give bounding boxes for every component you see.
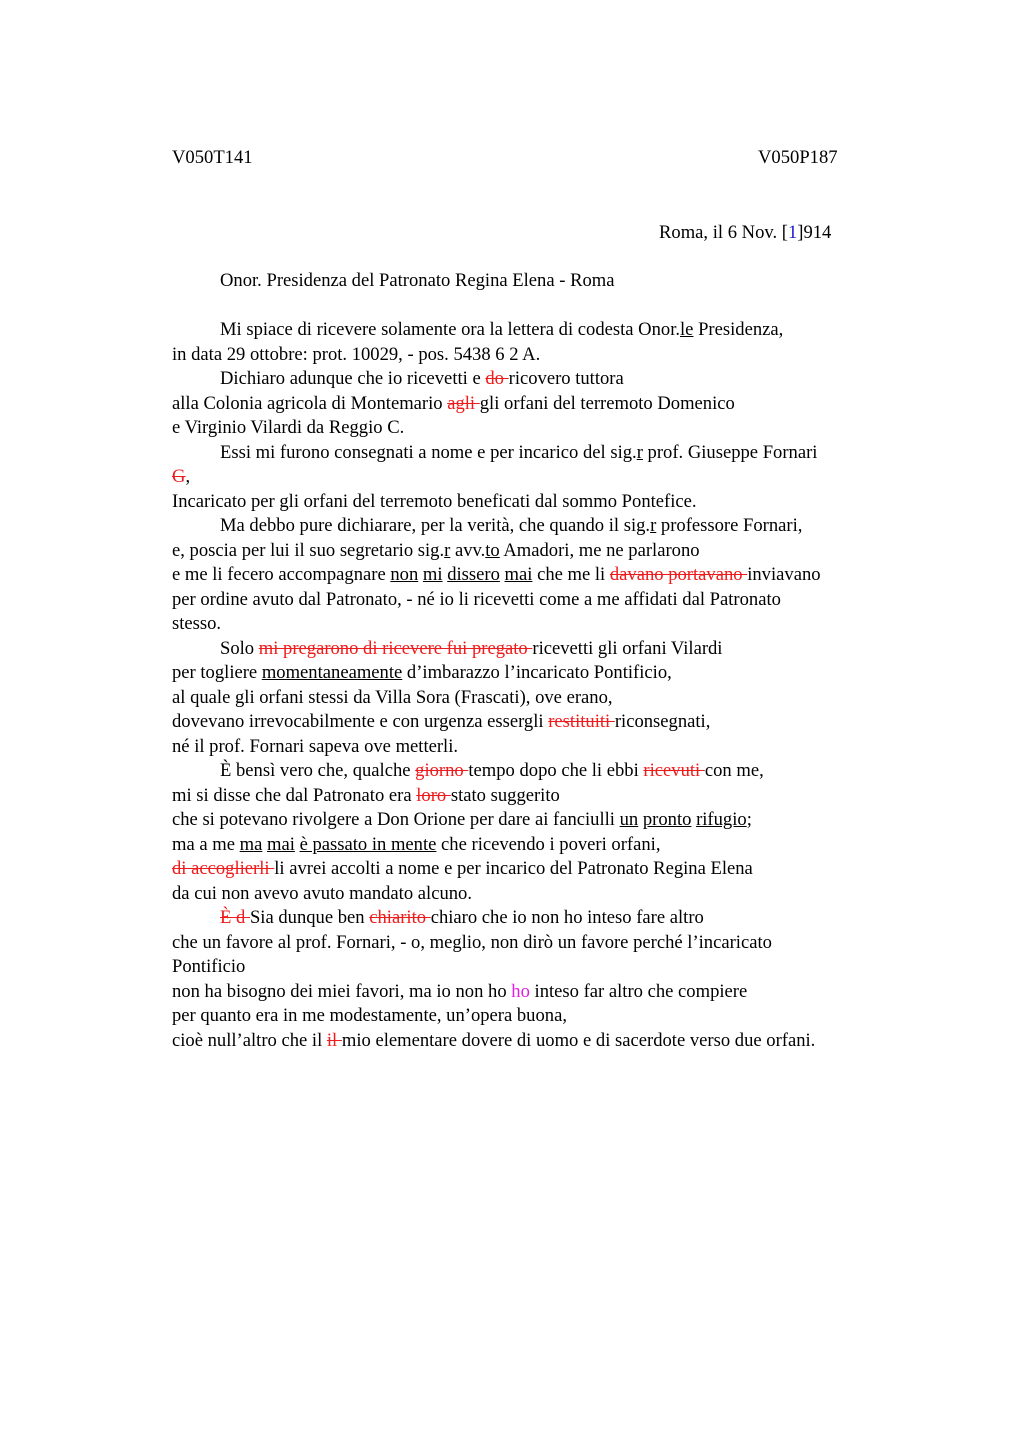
body-line: e, poscia per lui il suo segretario sig.r avv.to Amadori, me ne parlarono (172, 539, 700, 561)
body-line: in data 29 ottobre: prot. 10029, - pos. 5438 6 2 A. (172, 343, 541, 365)
underlined-text: mi (422, 564, 443, 585)
deleted-text: davano portavano (609, 564, 748, 585)
dateline (659, 222, 831, 244)
deleted-text: G (172, 466, 186, 487)
deleted-text: ricevuti (643, 760, 705, 781)
deleted-text: il (326, 1029, 342, 1051)
underlined-text: to (485, 539, 500, 561)
body-line: È d Sia dunque ben chiarito chiaro che io non ho inteso fare altro (220, 907, 704, 928)
body-line: da cui non avevo avuto mandato alcuno. (172, 882, 472, 904)
dateline-suffix: ]914 (797, 222, 832, 243)
underlined-text: dissero (447, 564, 500, 585)
body-line: stesso. (172, 613, 222, 634)
deleted-text: agli (447, 392, 480, 414)
body-line: di accoglierli li avrei accolti a nome e per incarico del Patronato Regina Elena (172, 858, 753, 879)
body-line: per ordine avuto dal Patronato, - né io li ricevetti come a me affidati dal Patronato (172, 588, 781, 610)
deleted-text: do (485, 368, 509, 389)
body-line: né il prof. Fornari sapeva ove metterli. (172, 735, 459, 757)
underlined-text: è passato in mente (299, 833, 437, 855)
document-code-left: V050T141 (172, 147, 253, 168)
letter-body (172, 318, 1012, 1053)
underlined-text: un (619, 809, 639, 830)
underlined-text: r (650, 515, 657, 536)
body-line: al quale gli orfani stessi da Villa Sora (Frascati), ove erano, (172, 686, 613, 708)
body-line: G, (172, 466, 191, 487)
body-line: Solo mi pregarono di ricevere fui pregato ricevetti gli orfani Vilardi (220, 637, 723, 659)
deleted-text: di accoglierli (172, 858, 275, 879)
body-line: Essi mi furono consegnati a nome e per incarico del sig.r prof. Giuseppe Fornari (220, 441, 818, 463)
underlined-text: pronto (642, 809, 692, 830)
underlined-text: mai (267, 833, 295, 855)
body-line: È bensì vero che, qualche giorno tempo dopo che li ebbi ricevuti con me, (220, 760, 764, 781)
underlined-text: r (444, 539, 451, 561)
body-line: dovevano irrevocabilmente e con urgenza essergli restituiti riconsegnati, (172, 711, 711, 732)
deleted-text: chiarito (369, 907, 431, 928)
deleted-text: È d (220, 907, 250, 928)
body-line: mi si disse che dal Patronato era loro stato suggerito (172, 784, 560, 806)
deleted-text: giorno (415, 760, 469, 781)
body-line: Mi spiace di ricevere solamente ora la lettera di codesta Onor.le Presidenza, (220, 319, 784, 340)
underlined-text: mai (504, 564, 533, 585)
body-line: Ma debbo pure dichiarare, per la verità, che quando il sig.r professore Fornari, (220, 515, 803, 536)
underlined-text: momentaneamente (261, 662, 403, 683)
deleted-text: restituiti (548, 711, 615, 732)
body-line: che un favore al prof. Fornari, - o, meglio, non dirò un favore perché l’incaricato (172, 931, 772, 953)
body-line: Pontificio (172, 956, 246, 977)
addressee: Onor. Presidenza del Patronato Regina Elena - Roma (220, 270, 615, 291)
deleted-text: mi pregarono di ricevere fui pregato (258, 637, 533, 659)
body-line: che si potevano rivolgere a Don Orione per dare ai fanciulli un pronto rifugio; (172, 809, 752, 830)
underlined-text: rifugio (696, 809, 747, 830)
body-line: Dichiaro adunque che io ricevetti e do ricovero tuttora (220, 368, 624, 389)
body-line: Incaricato per gli orfani del terremoto beneficati dal sommo Pontefice. (172, 490, 697, 512)
body-line: per togliere momentaneamente d’imbarazzo l’incaricato Pontificio, (172, 662, 672, 683)
body-line: alla Colonia agricola di Montemario agli gli orfani del terremoto Domenico (172, 392, 735, 414)
body-line: non ha bisogno dei miei favori, ma io non ho ho inteso far altro che compiere (172, 980, 748, 1002)
deleted-text: loro (416, 784, 451, 806)
dateline-editorial-digit: 1 (787, 222, 798, 243)
underlined-text: non (390, 564, 419, 585)
body-line: cioè null’altro che il il mio elementare dovere di uomo e di sacerdote verso due orfani. (172, 1029, 816, 1051)
body-line: e Virginio Vilardi da Reggio C. (172, 417, 405, 438)
underlined-text: r (636, 441, 643, 463)
body-line: ma a me ma mai è passato in mente che ricevendo i poveri orfani, (172, 833, 661, 855)
body-line: per quanto era in me modestamente, un’opera buona, (172, 1005, 567, 1026)
dateline-prefix: Roma, il 6 Nov. [ (659, 222, 788, 243)
highlighted-text: ho (511, 980, 530, 1002)
document-code-right: V050P187 (758, 147, 838, 168)
body-line: e me li fecero accompagnare non mi dissero mai che me li davano portavano inviavano (172, 564, 821, 585)
underlined-text: ma (239, 833, 263, 855)
underlined-text: le (680, 319, 694, 340)
